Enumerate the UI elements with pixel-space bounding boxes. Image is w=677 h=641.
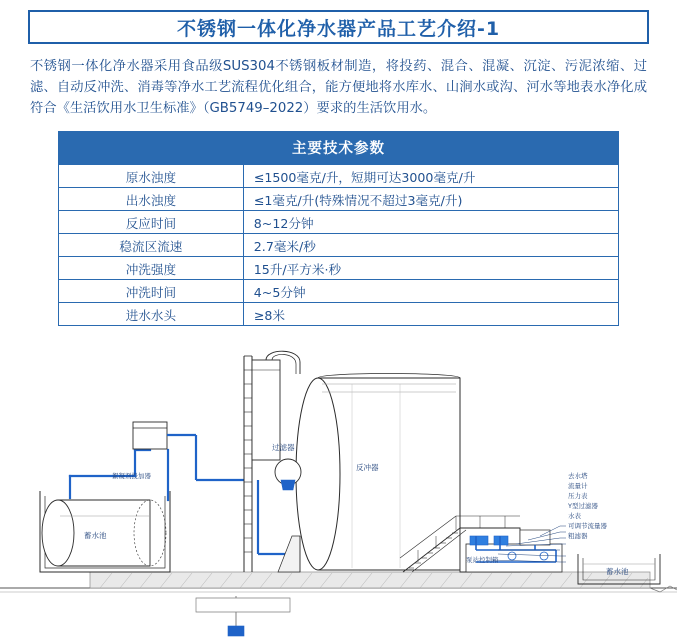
table-cell-key: 冲洗强度 [59, 257, 244, 280]
table-row [59, 211, 619, 234]
table-row [59, 303, 619, 326]
table-cell-value: 15升/平方米·秒 [243, 257, 618, 280]
figure-label-dosing: 絮凝剂投加器 [112, 472, 151, 480]
table-row [59, 188, 619, 211]
document-page [0, 10, 677, 641]
figure-label-sludge-tank: 蓄水池 [84, 531, 107, 540]
process-diagram-svg [0, 340, 677, 641]
figure-label-right-6: 粗滤器 [568, 532, 588, 540]
figure-label-right-4: 水表 [568, 512, 581, 520]
intro-paragraph: 不锈钢一体化净水器采用食品级SUS304不锈钢板材制造，将投药、混合、混凝、沉淀、污泥浓缩、过滤、自动反冲洗、消毒等净水工艺流程优化组合，能方便地将水库水、山涧水或沟、河水等地表水净化成符合《生活饮用水卫生标准》（GB5749–2022）要求的生活饮用水。 [30, 59, 647, 116]
table-cell-value: ≤1500毫克/升，短期可达3000毫克/升 [243, 165, 618, 188]
table-cell-key: 进水水头 [59, 303, 244, 326]
page-title-text: 不锈钢一体化净水器产品工艺介绍-1 [176, 17, 501, 40]
table-cell-value: 4~5分钟 [243, 280, 618, 303]
figure-label-filter: 过滤器 [272, 443, 295, 452]
figure-label-right-0: 去水塔 [568, 472, 588, 480]
table-row [59, 280, 619, 303]
process-diagram [0, 340, 677, 641]
spec-table-body [59, 165, 619, 326]
table-cell-key: 反应时间 [59, 211, 244, 234]
table-row [59, 257, 619, 280]
spec-table-wrapper [58, 131, 619, 326]
table-cell-value: ≤1毫克/升(特殊情况不超过3毫克/升) [243, 188, 618, 211]
table-cell-key: 稳流区流速 [59, 234, 244, 257]
table-row [59, 234, 619, 257]
table-cell-key: 原水浊度 [59, 165, 244, 188]
spec-table-caption: 主要技术参数 [58, 131, 619, 164]
table-cell-value: 8~12分钟 [243, 211, 618, 234]
table-cell-value: ≥8米 [243, 303, 618, 326]
figure-label-pump-room: 泵站控制箱 [466, 556, 499, 564]
figure-label-right-3: Y型过滤器 [568, 502, 598, 510]
page-title [28, 10, 649, 44]
table-row [59, 165, 619, 188]
figure-label-right-5: 可调节流量器 [568, 522, 607, 530]
figure-label-backwash: 反冲器 [356, 463, 379, 472]
table-cell-key: 冲洗时间 [59, 280, 244, 303]
figure-label-right-1: 流量计 [568, 482, 588, 490]
spec-table [58, 131, 619, 326]
table-cell-value: 2.7毫米/秒 [243, 234, 618, 257]
table-cell-key: 出水浊度 [59, 188, 244, 211]
figure-label-clear-tank: 蓄水池 [606, 567, 629, 576]
figure-label-right-2: 压力表 [568, 492, 588, 500]
